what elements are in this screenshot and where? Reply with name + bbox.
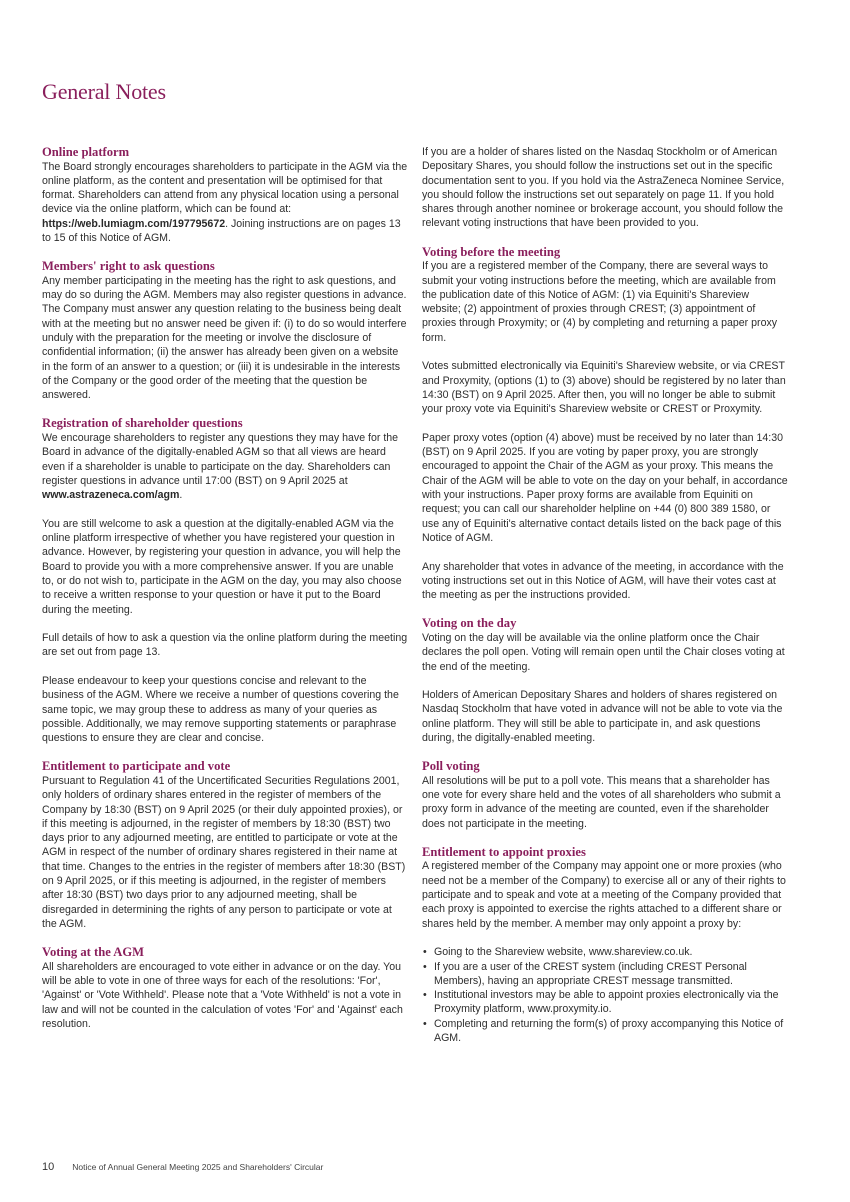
- page-number: 10: [42, 1161, 55, 1173]
- paragraph: Holders of American Depositary Shares and holders of shares registered on Nasdaq Stockholm that have voted in advance will not be able to vote via the online platform. They will still be able to participate in, and ask questions during, the digitally-enabled meeting.: [422, 689, 783, 744]
- bullet-list: [422, 945, 790, 1045]
- paragraph: Votes submitted electronically via Equiniti's Shareview website, or via CREST and Proxymity, (options (1) to (3) above) should be registered by no later than 14:30 (BST) on 9 April 2025. After then, you will no longer be able to submit your proxy vote via Equiniti's Shareview website or CREST or Proxymity.: [422, 360, 786, 416]
- bullet-icon: •: [423, 989, 427, 1002]
- astrazeneca-agm-link[interactable]: www.astrazeneca.com/agm: [42, 489, 180, 502]
- bullet-icon: •: [423, 1017, 427, 1030]
- section-heading: Voting on the day: [422, 616, 517, 631]
- section-voting-day: [422, 616, 790, 745]
- section-voting-agm: [42, 945, 408, 1031]
- bullet-icon: •: [423, 946, 427, 959]
- lumiagm-link[interactable]: https://web.lumiagm.com/197795672: [42, 217, 226, 230]
- paragraph: Please endeavour to keep your questions concise and relevant to the business of the AGM. Where we receive a number of questions covering the same topic, we may group these to address as many of your queries as possible. Additionally, we may remove supporting statements or paraphrase questions to ensure they are clear and concise.: [42, 675, 399, 745]
- right-column: [422, 145, 790, 1059]
- list-item-text: If you are a user of the CREST system (including CREST Personal Members), having an appropriate CREST message transmitted.: [434, 960, 747, 987]
- list-item-text: Going to the Shareview website, www.shareview.co.uk.: [434, 946, 693, 959]
- list-item: [422, 960, 790, 989]
- list-item-text: Completing and returning the form(s) of proxy accompanying this Notice of AGM.: [434, 1017, 784, 1045]
- section-heading: Voting at the AGM: [42, 945, 145, 960]
- paragraph: [42, 160, 408, 246]
- left-column: [42, 145, 408, 1045]
- section-heading: Registration of shareholder questions: [42, 416, 243, 431]
- paragraph-text: The Board strongly encourages shareholders to participate in the AGM via the online platform, as the content and presentation will be optimised for that format. Shareholders can attend from any physical location using a personal device via the online platform, which can be found at:: [42, 160, 408, 216]
- section-proxies: [422, 845, 790, 1045]
- list-item: [422, 1017, 790, 1046]
- paragraph: Any member participating in the meeting has the right to ask questions, and may do so during the AGM. Members may also register questions in advance. The Company must answer any question relating to the business being dealt with at the meeting but no answer need be given if: (i) to do so would interfere unduly with the preparation for the meeting or involve the disclosure of confidential information; (ii) the answer has already been given on a website in the form of an answer to a question; or (iii) it is undesirable in the interests of the Company or the good order of the meeting that the question be answered.: [42, 274, 407, 402]
- paragraph: All resolutions will be put to a poll vote. This means that a shareholder has one vote for every share held and the votes of all shareholders who submit a proxy form in advance of the meeting are counted, even if the shareholder does not participate in the meeting.: [422, 774, 781, 830]
- footer-text: Notice of Annual General Meeting 2025 and Shareholders' Circular: [72, 1162, 324, 1172]
- list-item-text: Institutional investors may be able to appoint proxies electronically via the Proxymity platform, www.proxymity.io.: [434, 989, 779, 1016]
- section-poll-voting: [422, 759, 790, 831]
- paragraph-text: We encourage shareholders to register any questions they may have for the Board in advance of the digitally-enabled AGM so that all views are heard even if a shareholder is unable to participate on the day. Shareholders can register questions in advance until 17:00 (BST) on 9 April 2025 at: [42, 431, 399, 487]
- section-intro: [422, 145, 790, 231]
- paragraph: Full details of how to ask a question via the online platform during the meeting are set out from page 13.: [42, 632, 408, 659]
- section-online-platform: [42, 145, 408, 245]
- paragraph: [42, 431, 408, 502]
- section-heading: Entitlement to participate and vote: [42, 759, 231, 774]
- paragraph: You are still welcome to ask a question at the digitally-enabled AGM via the online platform irrespective of whether you have registered your question in advance. However, by registering your question in advance, you will help the Board to provide you with a more comprehensive answer. If you are unable to, or do not wish to, participate in the AGM on the day, you may also choose to receive a written response to your question or have it put to the Board during the meeting.: [42, 517, 402, 616]
- list-item: [422, 988, 790, 1017]
- paragraph-text: . Joining instructions are on pages 13 to 15 of this Notice of AGM.: [42, 217, 401, 244]
- list-item: [422, 945, 790, 959]
- section-registration: [42, 416, 408, 745]
- section-voting-before: [422, 245, 790, 603]
- paragraph: If you are a holder of shares listed on the Nasdaq Stockholm or of American Depositary Shares, you should follow the instructions set out in the specific documentation sent to you. If you hold via the AstraZeneca Nominee Service, you should follow the instructions set out separately on page 11. If you hold shares through another nominee or brokerage account, you should follow the relevant voting instructions that have been provided to you.: [422, 146, 785, 230]
- section-entitlement-vote: [42, 759, 408, 931]
- paragraph: Pursuant to Regulation 41 of the Uncertificated Securities Regulations 2001, only holders of ordinary shares entered in the register of members of the Company by 18:30 (BST) on 9 April 2025 (or their duly appointed proxies), or if this meeting is adjourned, in the register of members by 18:30 (BST) two days prior to any adjourned meeting, are entitled to participate or vote at the AGM in respect of the number of ordinary shares registered in their name at that time. Changes to the entries in the register of members after 18:30 (BST) on 9 April 2025, or if this meeting is adjourned, in the register of members after 18:30 (BST) two days prior to any adjourned meeting, shall be disregarded in determining the rights of any person to participate or vote at the AGM.: [42, 774, 406, 930]
- paragraph: If you are a registered member of the Company, there are several ways to submit your voting instructions before the meeting, which are available from the publication date of this Notice of AGM: (1) via Equiniti's Shareview website; (2) appointment of proxies through CREST; (3) appointment of proxies through Proxymity; or (4) by completing and returning a paper proxy form.: [422, 260, 778, 344]
- paragraph: Paper proxy votes (option (4) above) must be received by no later than 14:30 (BST) on 9 April 2025. If you are voting by paper proxy, you are strongly encouraged to appoint the Chair of the AGM as your proxy. This means the Chair of the AGM will be able to vote on the day on your behalf, in accordance with your instructions. Paper proxy forms are available from Equiniti on request; you can call our shareholder helpline on +44 (0) 800 389 1580, or use any of Equiniti's alternative contact details listed on the back page of this Notice of AGM.: [422, 431, 788, 544]
- paragraph: Voting on the day will be available via the online platform once the Chair declares the poll open. Voting will remain open until the Chair closes voting at the end of the meeting.: [422, 631, 785, 673]
- paragraph: All shareholders are encouraged to vote either in advance or on the day. You will be able to vote in one of three ways for each of the resolutions: 'For', 'Against' or 'Vote Withheld'. Please note that a 'Vote Withheld' is not a vote in law and will not be counted in the calculation of votes 'For' and 'Against' each resolution.: [42, 960, 403, 1030]
- section-heading: Entitlement to appoint proxies: [422, 844, 586, 859]
- section-heading: Online platform: [42, 145, 130, 159]
- paragraph-text: .: [179, 489, 183, 502]
- page-footer: [42, 1161, 323, 1173]
- page-title: General Notes: [42, 79, 166, 104]
- bullet-icon: •: [423, 960, 427, 973]
- paragraph: A registered member of the Company may appoint one or more proxies (who need not be a member of the Company) to exercise all or any of their rights to participate and to speak and vote at a meeting of the Company provided that each proxy is appointed to exercise the rights attached to a different share or shares held by the member. A member may only appoint a proxy by:: [422, 860, 786, 930]
- section-heading: Members' right to ask questions: [42, 259, 215, 274]
- section-heading: Voting before the meeting: [422, 244, 561, 259]
- paragraph: Any shareholder that votes in advance of the meeting, in accordance with the voting instructions set out in this Notice of AGM, will have their votes cast at the meeting as per the instructions provided.: [422, 560, 784, 602]
- section-heading: Poll voting: [422, 759, 480, 774]
- section-members-right: [42, 259, 408, 402]
